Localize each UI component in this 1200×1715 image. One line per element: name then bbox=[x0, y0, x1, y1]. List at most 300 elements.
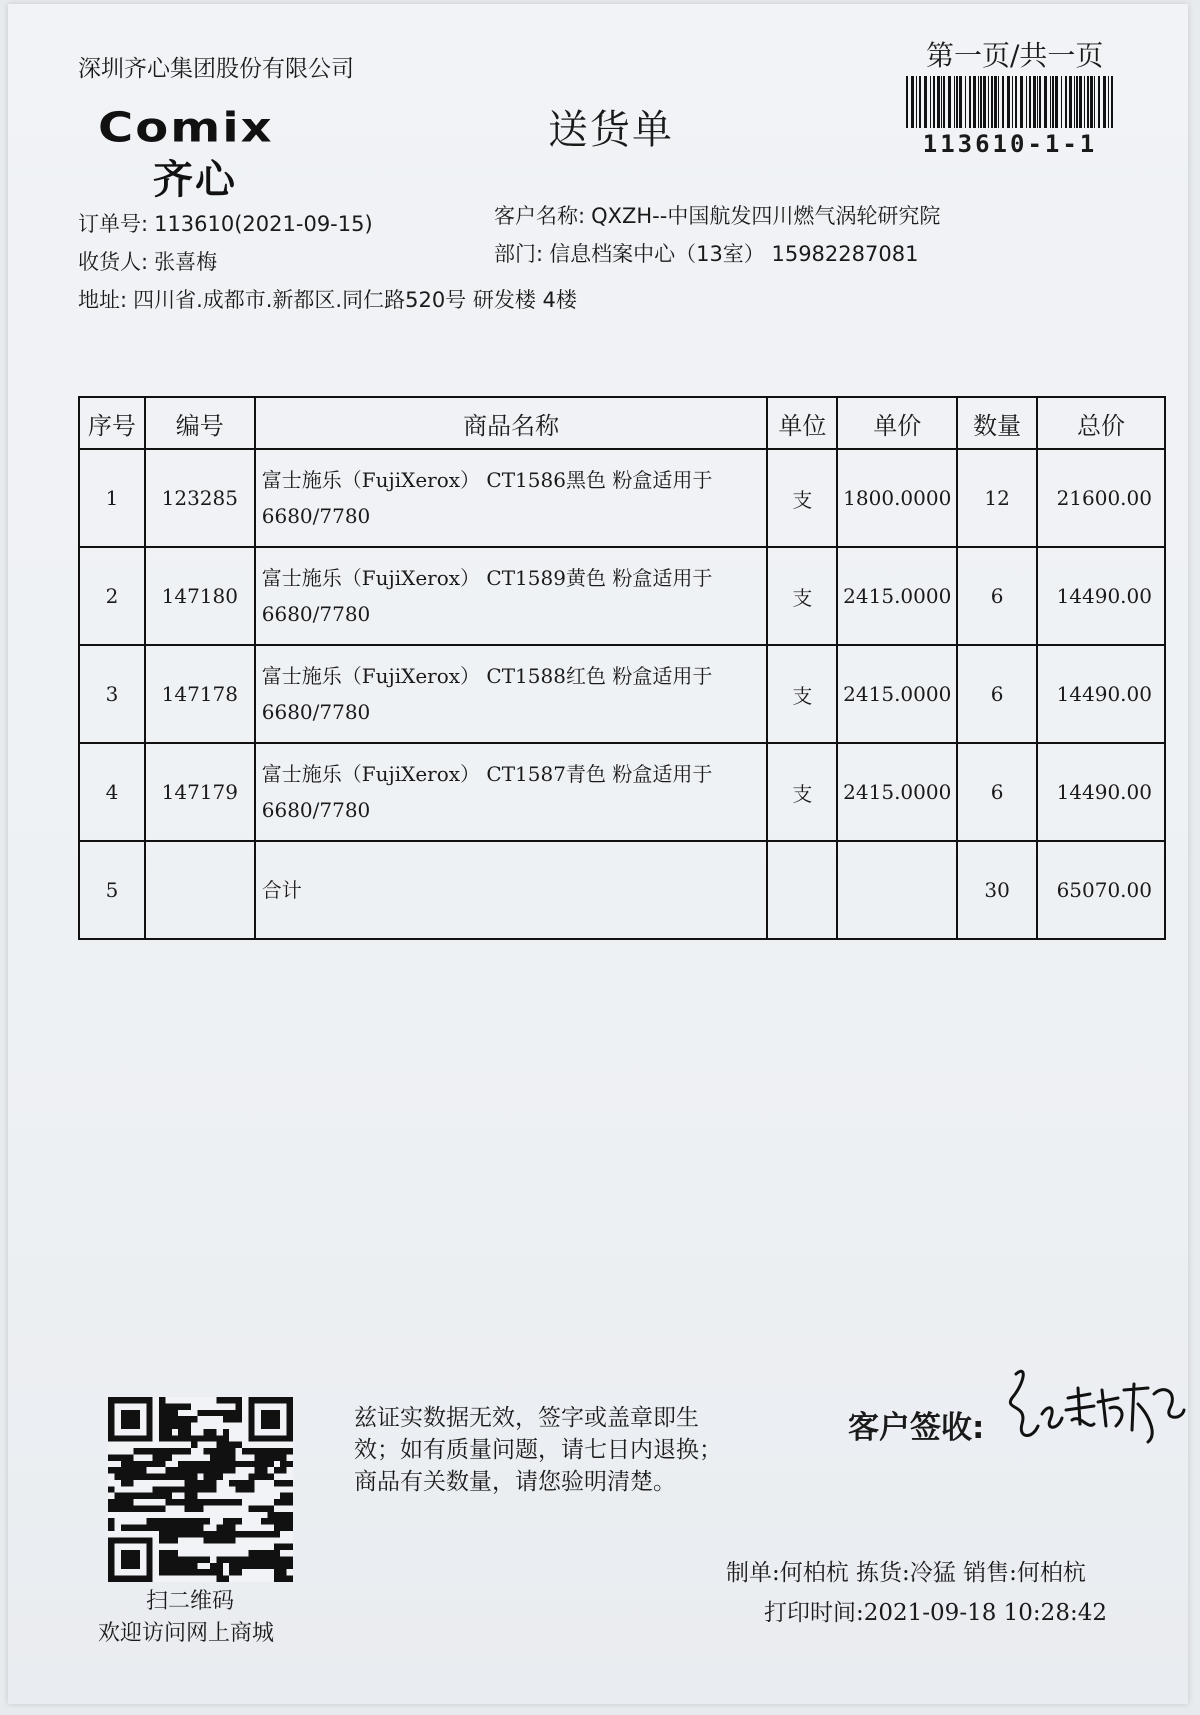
qr-module bbox=[223, 1416, 229, 1422]
barcode-bar bbox=[1039, 76, 1041, 128]
qr-module bbox=[223, 1467, 229, 1473]
barcode-bar bbox=[1061, 76, 1062, 128]
qr-module bbox=[242, 1486, 248, 1492]
name-line1: 富士施乐（FujiXerox） CT1587青色 粉盒适用于 bbox=[261, 762, 713, 786]
qr-module bbox=[159, 1461, 165, 1467]
customer-sign-label: 客户签收: bbox=[848, 1410, 985, 1446]
table-row bbox=[79, 449, 1165, 547]
goods-table bbox=[78, 396, 1166, 940]
qr-module bbox=[223, 1537, 229, 1543]
qr-module bbox=[267, 1512, 273, 1518]
qr-module bbox=[287, 1499, 293, 1505]
cell-name bbox=[255, 547, 768, 645]
qr-module bbox=[178, 1518, 184, 1524]
qr-module bbox=[191, 1563, 197, 1569]
qr-module bbox=[216, 1467, 222, 1473]
qr-module bbox=[159, 1429, 165, 1435]
header-name: 商品名称 bbox=[255, 397, 768, 449]
qr-module bbox=[159, 1556, 165, 1562]
qr-module bbox=[185, 1429, 191, 1435]
qr-module bbox=[108, 1454, 114, 1460]
qr-module bbox=[197, 1480, 203, 1486]
qr-module bbox=[172, 1448, 178, 1454]
cell-code: 147179 bbox=[145, 743, 255, 841]
header-price: 单价 bbox=[837, 397, 957, 449]
qr-module bbox=[185, 1416, 191, 1422]
qr-module bbox=[108, 1499, 114, 1505]
qr-module bbox=[172, 1525, 178, 1531]
barcode-bar bbox=[973, 76, 976, 128]
barcode-bar bbox=[941, 76, 942, 128]
qr-module bbox=[178, 1435, 184, 1441]
qr-module bbox=[140, 1467, 146, 1473]
qr-module bbox=[248, 1550, 254, 1556]
qr-module bbox=[280, 1461, 286, 1467]
customer-row bbox=[494, 200, 940, 230]
qr-module bbox=[127, 1525, 133, 1531]
barcode-bar bbox=[980, 76, 982, 128]
qr-module bbox=[267, 1518, 273, 1524]
qr-module bbox=[197, 1461, 203, 1467]
qr-module bbox=[229, 1448, 235, 1454]
qr-module bbox=[280, 1493, 286, 1499]
qr-module bbox=[204, 1537, 210, 1543]
qr-module bbox=[159, 1410, 165, 1416]
qr-module bbox=[242, 1563, 248, 1569]
qr-module bbox=[165, 1493, 171, 1499]
qr-module bbox=[127, 1505, 133, 1511]
qr-module bbox=[197, 1505, 203, 1511]
barcode-bar bbox=[988, 76, 989, 128]
qr-module bbox=[191, 1461, 197, 1467]
barcode-bar bbox=[965, 76, 966, 128]
qr-module bbox=[165, 1416, 171, 1422]
qr-module bbox=[223, 1435, 229, 1441]
cell-name bbox=[255, 841, 768, 939]
qr-module bbox=[191, 1499, 197, 1505]
department-value: 信息档案中心（13室） 15982287081 bbox=[549, 242, 919, 266]
qr-module bbox=[229, 1563, 235, 1569]
total-label: 合计 bbox=[261, 878, 302, 902]
qr-module bbox=[274, 1556, 280, 1562]
qr-module bbox=[153, 1493, 159, 1499]
qr-module bbox=[191, 1480, 197, 1486]
qr-module bbox=[261, 1556, 267, 1562]
qr-module bbox=[121, 1454, 127, 1460]
qr-module bbox=[153, 1461, 159, 1467]
table-row-total bbox=[79, 841, 1165, 939]
qr-module bbox=[172, 1518, 178, 1524]
qr-module bbox=[229, 1480, 235, 1486]
qr-module bbox=[248, 1505, 254, 1511]
cell-unit bbox=[767, 841, 837, 939]
logo-text: Comix bbox=[98, 104, 274, 152]
qr-module bbox=[248, 1461, 254, 1467]
qr-module bbox=[216, 1499, 222, 1505]
qr-module bbox=[223, 1454, 229, 1460]
cell-name bbox=[255, 449, 768, 547]
qr-module bbox=[165, 1474, 171, 1480]
cell-qty: 6 bbox=[957, 547, 1037, 645]
barcode-bar bbox=[1087, 76, 1089, 128]
name-line2: 6680/7780 bbox=[261, 700, 371, 724]
qr-module bbox=[185, 1505, 191, 1511]
qr-module bbox=[280, 1563, 286, 1569]
barcode-bar bbox=[1037, 76, 1038, 128]
qr-module bbox=[146, 1474, 152, 1480]
qr-module bbox=[223, 1442, 229, 1448]
barcode-bar bbox=[1098, 76, 1100, 128]
qr-module bbox=[159, 1397, 165, 1403]
qr-module bbox=[255, 1563, 261, 1569]
comix-logo bbox=[98, 104, 338, 204]
qr-module bbox=[210, 1499, 216, 1505]
qr-module bbox=[267, 1454, 273, 1460]
qr-module bbox=[280, 1467, 286, 1473]
qr-module bbox=[185, 1518, 191, 1524]
qr-module bbox=[261, 1531, 267, 1537]
qr-module bbox=[223, 1556, 229, 1562]
qr-module bbox=[287, 1525, 293, 1531]
barcode-bar bbox=[1020, 76, 1023, 128]
cell-qty: 6 bbox=[957, 743, 1037, 841]
qr-module bbox=[229, 1525, 235, 1531]
qr-module bbox=[197, 1499, 203, 1505]
qr-module bbox=[216, 1531, 222, 1537]
barcode-bar bbox=[1012, 76, 1013, 128]
qr-module bbox=[178, 1563, 184, 1569]
qr-module bbox=[255, 1461, 261, 1467]
qr-module bbox=[134, 1461, 140, 1467]
header-seq: 序号 bbox=[79, 397, 145, 449]
qr-module bbox=[280, 1448, 286, 1454]
qr-finder-center bbox=[121, 1410, 140, 1429]
department-row bbox=[494, 238, 918, 268]
qr-module bbox=[185, 1474, 191, 1480]
qr-module bbox=[146, 1525, 152, 1531]
qr-module bbox=[185, 1493, 191, 1499]
qr-module bbox=[159, 1537, 165, 1543]
order-number-label: 订单号: bbox=[78, 212, 149, 236]
qr-module bbox=[210, 1569, 216, 1575]
barcode-bar bbox=[1079, 76, 1082, 128]
qr-module bbox=[172, 1416, 178, 1422]
page-info: 第一页/共一页 bbox=[926, 39, 1104, 72]
qr-module bbox=[204, 1467, 210, 1473]
qr-module bbox=[274, 1518, 280, 1524]
qr-module bbox=[229, 1467, 235, 1473]
qr-module bbox=[267, 1531, 273, 1537]
qr-module bbox=[236, 1569, 242, 1575]
customer-value: QXZH--中国航发四川燃气涡轮研究院 bbox=[591, 204, 941, 228]
qr-module bbox=[165, 1518, 171, 1524]
qr-module bbox=[242, 1480, 248, 1486]
name-line1: 富士施乐（FujiXerox） CT1586黑色 粉盒适用于 bbox=[261, 468, 713, 492]
qr-module bbox=[178, 1448, 184, 1454]
qr-module bbox=[134, 1474, 140, 1480]
cell-qty: 6 bbox=[957, 645, 1037, 743]
qr-module bbox=[236, 1563, 242, 1569]
qr-module bbox=[204, 1435, 210, 1441]
qr-module bbox=[114, 1467, 120, 1473]
qr-module bbox=[191, 1486, 197, 1492]
table-row bbox=[79, 743, 1165, 841]
order-number-row bbox=[78, 208, 373, 238]
qr-module bbox=[267, 1448, 273, 1454]
qr-module bbox=[287, 1480, 293, 1486]
qr-module bbox=[140, 1448, 146, 1454]
qr-module bbox=[261, 1518, 267, 1524]
qr-module bbox=[210, 1563, 216, 1569]
qr-module bbox=[255, 1550, 261, 1556]
qr-module bbox=[121, 1480, 127, 1486]
name-line1: 富士施乐（FujiXerox） CT1589黄色 粉盒适用于 bbox=[261, 566, 713, 590]
qr-module bbox=[127, 1499, 133, 1505]
cell-seq: 2 bbox=[79, 547, 145, 645]
qr-module bbox=[165, 1429, 171, 1435]
table-row bbox=[79, 645, 1165, 743]
qr-module bbox=[242, 1531, 248, 1537]
qr-module bbox=[172, 1467, 178, 1473]
qr-module bbox=[153, 1448, 159, 1454]
qr-module bbox=[216, 1537, 222, 1543]
barcode-bar bbox=[998, 76, 999, 128]
qr-module bbox=[185, 1531, 191, 1537]
qr-module bbox=[172, 1569, 178, 1575]
address-label: 地址: bbox=[78, 288, 128, 312]
cell-name bbox=[255, 743, 768, 841]
qr-module bbox=[178, 1461, 184, 1467]
qr-module bbox=[229, 1442, 235, 1448]
qr-module bbox=[121, 1474, 127, 1480]
qr-module bbox=[248, 1448, 254, 1454]
qr-module bbox=[223, 1518, 229, 1524]
qr-module bbox=[210, 1454, 216, 1460]
cell-code: 123285 bbox=[145, 449, 255, 547]
qr-module bbox=[280, 1518, 286, 1524]
barcode-bar bbox=[916, 76, 917, 128]
qr-module bbox=[134, 1448, 140, 1454]
cell-price: 1800.0000 bbox=[837, 449, 957, 547]
qr-module bbox=[255, 1531, 261, 1537]
qr-module bbox=[280, 1480, 286, 1486]
qr-module bbox=[210, 1448, 216, 1454]
department-label: 部门: bbox=[494, 242, 544, 266]
qr-module bbox=[165, 1537, 171, 1543]
qr-module bbox=[185, 1569, 191, 1575]
qr-module bbox=[178, 1474, 184, 1480]
qr-module bbox=[210, 1537, 216, 1543]
qr-module bbox=[280, 1499, 286, 1505]
cell-unit: 支 bbox=[767, 645, 837, 743]
qr-module bbox=[134, 1505, 140, 1511]
header-total: 总价 bbox=[1037, 397, 1165, 449]
qr-module bbox=[229, 1499, 235, 1505]
qr-module bbox=[127, 1461, 133, 1467]
qr-module bbox=[210, 1435, 216, 1441]
name-line2: 6680/7780 bbox=[261, 602, 371, 626]
qr-module bbox=[229, 1537, 235, 1543]
qr-module bbox=[197, 1486, 203, 1492]
staff-info: 制单:何柏杭 拣货:冷猛 销售:何柏杭 bbox=[726, 1560, 1086, 1586]
qr-module bbox=[127, 1493, 133, 1499]
qr-module bbox=[280, 1525, 286, 1531]
qr-module bbox=[185, 1563, 191, 1569]
receiver-row bbox=[78, 246, 217, 276]
qr-module bbox=[267, 1474, 273, 1480]
qr-module bbox=[108, 1467, 114, 1473]
barcode-bar bbox=[1044, 76, 1047, 128]
qr-module bbox=[287, 1563, 293, 1569]
qr-module bbox=[121, 1499, 127, 1505]
header-code: 编号 bbox=[145, 397, 255, 449]
qr-module bbox=[153, 1486, 159, 1492]
qr-module bbox=[204, 1480, 210, 1486]
qr-module bbox=[223, 1461, 229, 1467]
cell-seq: 4 bbox=[79, 743, 145, 841]
qr-module bbox=[287, 1576, 293, 1582]
qr-module bbox=[172, 1474, 178, 1480]
barcode-bar bbox=[954, 76, 955, 128]
qr-module bbox=[178, 1467, 184, 1473]
qr-module bbox=[146, 1518, 152, 1524]
qr-module bbox=[114, 1454, 120, 1460]
qr-module bbox=[191, 1505, 197, 1511]
barcode-bar bbox=[924, 76, 927, 128]
notice-line: 商品有关数量，请您验明清楚。 bbox=[354, 1469, 676, 1495]
qr-module bbox=[210, 1486, 216, 1492]
receiver-label: 收货人: bbox=[78, 250, 149, 274]
qr-module bbox=[255, 1454, 261, 1460]
cell-code bbox=[145, 841, 255, 939]
qr-module bbox=[216, 1569, 222, 1575]
qr-module bbox=[114, 1493, 120, 1499]
qr-module bbox=[210, 1474, 216, 1480]
qr-module bbox=[204, 1556, 210, 1562]
qr-module bbox=[255, 1505, 261, 1511]
qr-module bbox=[287, 1512, 293, 1518]
qr-module bbox=[159, 1435, 165, 1441]
qr-module bbox=[185, 1403, 191, 1409]
qr-finder-center bbox=[121, 1550, 140, 1569]
qr-module bbox=[255, 1556, 261, 1562]
qr-module bbox=[223, 1531, 229, 1537]
qr-module bbox=[191, 1474, 197, 1480]
qr-module bbox=[280, 1512, 286, 1518]
qr-module bbox=[134, 1467, 140, 1473]
qr-module bbox=[159, 1403, 165, 1409]
qr-module bbox=[197, 1556, 203, 1562]
qr-module bbox=[261, 1461, 267, 1467]
barcode-bar bbox=[911, 76, 914, 128]
qr-module bbox=[121, 1461, 127, 1467]
qr-module bbox=[159, 1525, 165, 1531]
qr-module bbox=[223, 1576, 229, 1582]
qr-module bbox=[223, 1410, 229, 1416]
qr-module bbox=[210, 1531, 216, 1537]
qr-module bbox=[178, 1525, 184, 1531]
qr-module bbox=[229, 1556, 235, 1562]
qr-module bbox=[267, 1556, 273, 1562]
qr-module bbox=[108, 1518, 114, 1524]
qr-module bbox=[236, 1480, 242, 1486]
qr-module bbox=[229, 1397, 235, 1403]
qr-module bbox=[267, 1550, 273, 1556]
table-header-row bbox=[79, 397, 1165, 449]
qr-module bbox=[267, 1461, 273, 1467]
barcode-bar bbox=[959, 76, 962, 128]
header-qty: 数量 bbox=[957, 397, 1037, 449]
qr-module bbox=[185, 1448, 191, 1454]
qr-module bbox=[274, 1531, 280, 1537]
name-line2: 6680/7780 bbox=[261, 798, 371, 822]
customer-label: 客户名称: bbox=[494, 204, 586, 228]
qr-module bbox=[229, 1531, 235, 1537]
qr-module bbox=[236, 1518, 242, 1524]
qr-module bbox=[216, 1442, 222, 1448]
qr-module bbox=[274, 1525, 280, 1531]
qr-module bbox=[140, 1505, 146, 1511]
address-row bbox=[78, 284, 577, 314]
company-name: 深圳齐心集团股份有限公司 bbox=[78, 56, 354, 82]
qr-module bbox=[140, 1525, 146, 1531]
barcode-bar bbox=[1084, 76, 1085, 128]
document-title: 送货单 bbox=[548, 107, 674, 153]
qr-module bbox=[165, 1499, 171, 1505]
qr-module bbox=[191, 1569, 197, 1575]
qr-module bbox=[255, 1467, 261, 1473]
qr-module bbox=[267, 1505, 273, 1511]
qr-module bbox=[108, 1505, 114, 1511]
name-line2: 6680/7780 bbox=[261, 504, 371, 528]
cell-seq: 3 bbox=[79, 645, 145, 743]
cell-price: 2415.0000 bbox=[837, 547, 957, 645]
qr-module bbox=[185, 1461, 191, 1467]
qr-module bbox=[280, 1556, 286, 1562]
barcode-bar bbox=[937, 76, 940, 128]
qr-module bbox=[248, 1480, 254, 1486]
qr-module bbox=[204, 1486, 210, 1492]
qr-module bbox=[197, 1569, 203, 1575]
qr-module bbox=[229, 1454, 235, 1460]
qr-module bbox=[178, 1499, 184, 1505]
qr-module bbox=[216, 1397, 222, 1403]
qr-module bbox=[172, 1537, 178, 1543]
qr-module bbox=[108, 1486, 114, 1492]
barcode-bar bbox=[1033, 76, 1036, 128]
qr-module bbox=[165, 1531, 171, 1537]
barcode-number: 113610-1-1 bbox=[922, 130, 1098, 158]
qr-module bbox=[216, 1448, 222, 1454]
qr-module bbox=[280, 1576, 286, 1582]
qr-module bbox=[261, 1474, 267, 1480]
qr-module bbox=[287, 1461, 293, 1467]
qr-module bbox=[274, 1576, 280, 1582]
name-line1: 富士施乐（FujiXerox） CT1588红色 粉盒适用于 bbox=[261, 664, 713, 688]
qr-module bbox=[159, 1563, 165, 1569]
qr-module bbox=[204, 1461, 210, 1467]
qr-module bbox=[267, 1563, 273, 1569]
cell-seq: 1 bbox=[79, 449, 145, 547]
qr-module bbox=[159, 1518, 165, 1524]
qr-module bbox=[210, 1461, 216, 1467]
qr-module bbox=[165, 1423, 171, 1429]
qr-module bbox=[153, 1518, 159, 1524]
qr-module bbox=[248, 1556, 254, 1562]
qr-module bbox=[274, 1454, 280, 1460]
qr-module bbox=[210, 1429, 216, 1435]
qr-module bbox=[165, 1525, 171, 1531]
